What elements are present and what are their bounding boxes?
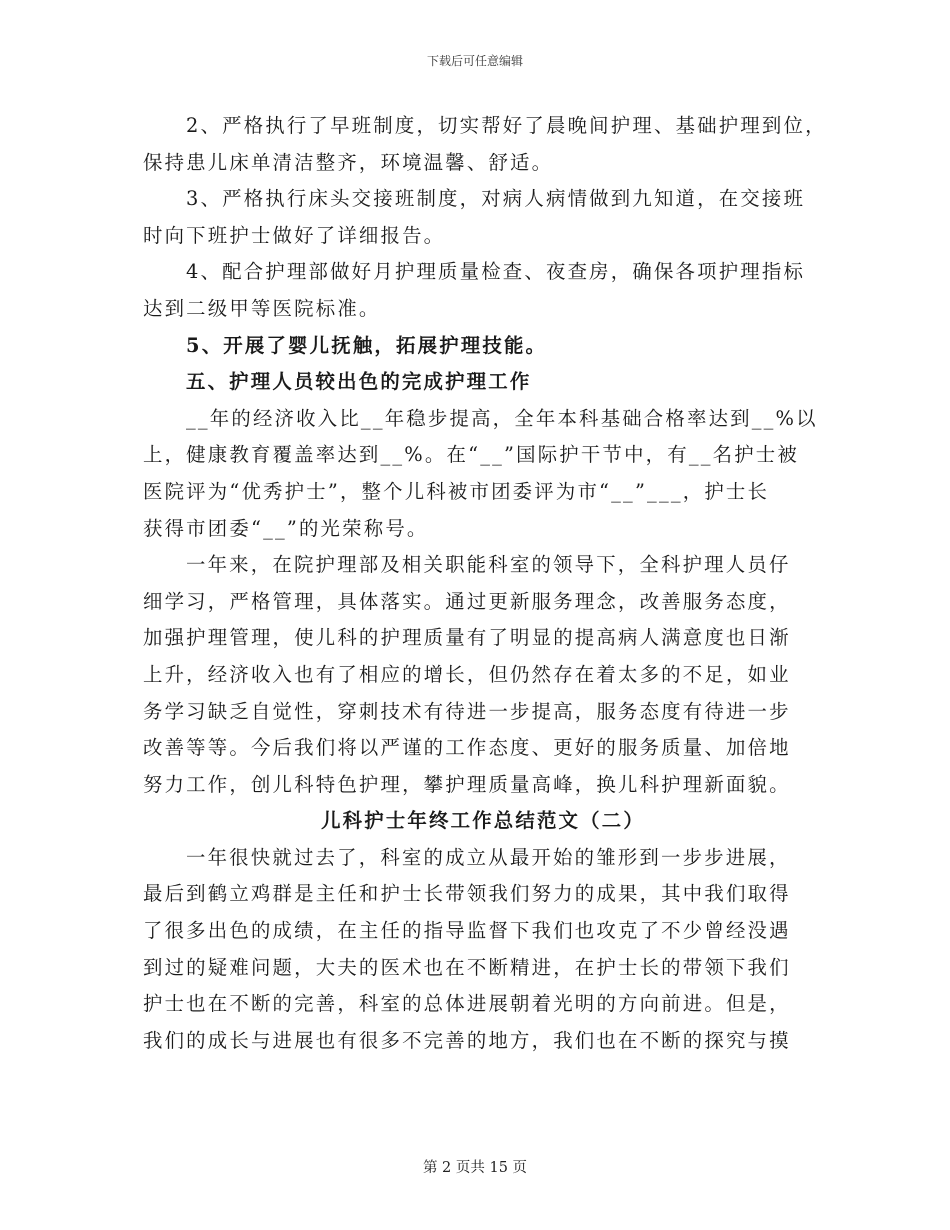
document-title: 儿科护士年终工作总结范文（二） (321, 809, 645, 833)
paragraph-line: 3、严格执行床头交接班制度，对病人病情做到九知道，在交接班 (186, 187, 806, 211)
paragraph-line: 上，健康教育覆盖率达到__%。在“__”国际护干节中，有__名护士被 (143, 443, 799, 467)
paragraph-line: 医院评为“优秀护士”，整个儿科被市团委评为市“__”___，护士长 (143, 479, 770, 503)
paragraph-line: 我们的成长与进展也有很多不完善的地方，我们也在不断的探究与摸 (143, 1028, 791, 1052)
document-body (143, 108, 827, 1059)
paragraph-line: 2、严格执行了早班制度，切实帮好了晨晚间护理、基础护理到位， (186, 114, 827, 137)
paragraph-line: 努力工作，创儿科特色护理，攀护理质量高峰，换儿科护理新面貌。 (143, 772, 791, 796)
paragraph-line: __年的经济收入比__年稳步提高，全年本科基础合格率达到__%以 (186, 406, 818, 430)
paragraph-line: 到过的疑难问题，大夫的医术也在不断精进，在护士长的带领下我们 (143, 955, 791, 979)
page-header-note: 下载后可任意编辑 (426, 54, 523, 68)
bold-item-heading: 5、开展了婴儿抚触，拓展护理技能。 (186, 333, 548, 357)
section-heading: 五、护理人员较出色的完成护理工作 (186, 370, 532, 394)
paragraph-line: 时向下班护士做好了详细报告。 (143, 223, 446, 247)
paragraph-line: 细学习，严格管理，具体落实。通过更新服务理念，改善服务态度， (143, 589, 791, 613)
paragraph-line: 护士也在不断的完善，科室的总体进展朝着光明的方向前进。但是， (143, 992, 791, 1016)
paragraph-line: 一年来，在院护理部及相关职能科室的领导下，全科护理人员仔 (186, 553, 791, 577)
paragraph-line: 上升，经济收入也有了相应的增长，但仍然存在着太多的不足，如业 (143, 662, 791, 686)
paragraph-line: 了很多出色的成绩，在主任的指导监督下我们也攻克了不少曾经没遇 (143, 919, 791, 943)
paragraph-line: 务学习缺乏自觉性，穿刺技术有待进一步提高，服务态度有待进一步 (143, 699, 791, 723)
paragraph-line: 一年很快就过去了，科室的成立从最开始的雏形到一步步进展， (186, 845, 791, 869)
paragraph-line: 4、配合护理部做好月护理质量检查、夜查房，确保各项护理指标 (186, 260, 806, 284)
paragraph-line: 最后到鹤立鸡群是主任和护士长带领我们努力的成果，其中我们取得 (143, 882, 791, 906)
paragraph-line: 改善等等。今后我们将以严谨的工作态度、更好的服务质量、加倍地 (143, 736, 791, 760)
paragraph-line: 达到二级甲等医院标准。 (143, 296, 381, 320)
paragraph-line: 保持患儿床单清洁整齐，环境温馨、舒适。 (143, 150, 554, 174)
page-number: 第 2 页共 15 页 (422, 1160, 528, 1176)
paragraph-line: 获得市团委“__”的光荣称号。 (143, 516, 429, 540)
paragraph-line: 加强护理管理，使儿科的护理质量有了明显的提高病人满意度也日渐 (143, 626, 791, 650)
